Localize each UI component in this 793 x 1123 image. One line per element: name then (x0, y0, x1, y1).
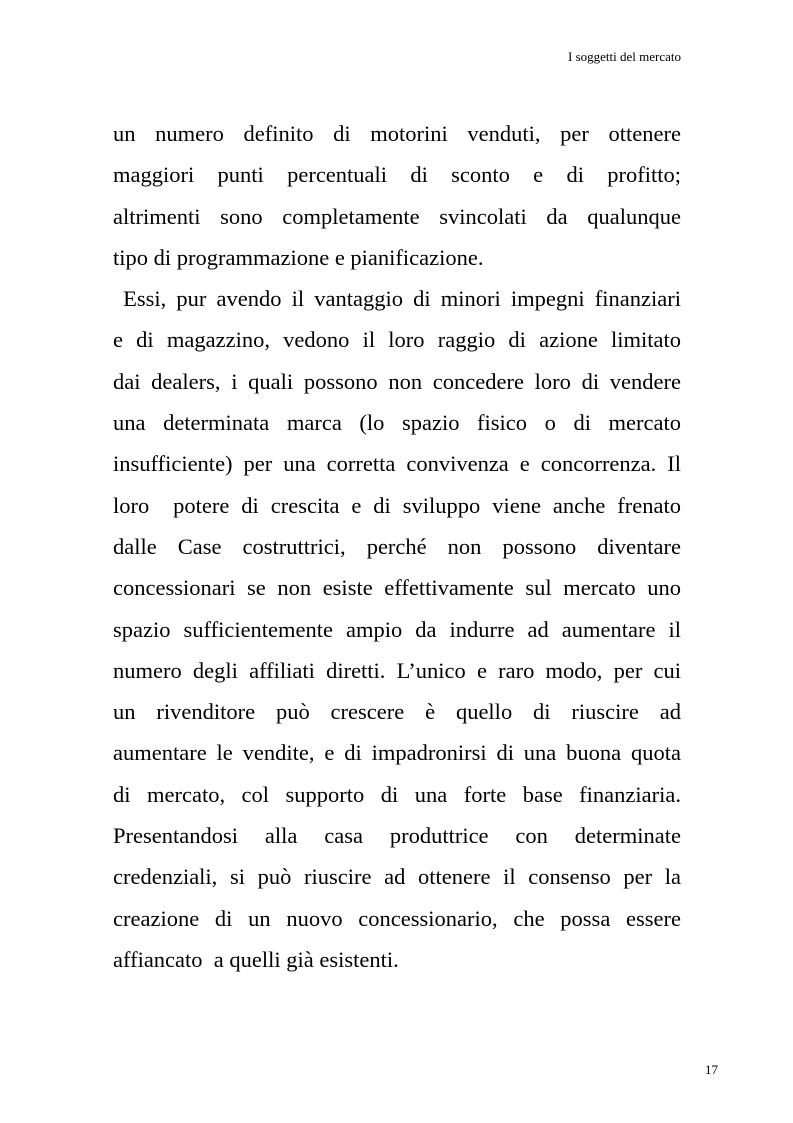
text-line: dalle Case costruttrici, perché non possono diventare (113, 533, 681, 559)
text-line: una determinata marca (lo spazio fisico o di mercato (113, 410, 681, 436)
text-line: loro potere di crescita e di sviluppo viene anche frenato (113, 492, 681, 518)
text-line: altrimenti sono completamente svincolati da qualunque (113, 203, 681, 229)
text-line: un numero definito di motorini venduti, per ottenere (113, 121, 681, 146)
text-line: numero degli affiliati diretti. L’unico e raro modo, per cui (113, 657, 681, 683)
text-line: concessionari se non esiste effettivamente sul mercato uno (113, 575, 681, 601)
body-paragraphs (113, 113, 681, 980)
text-line: spazio sufficientemente ampio da indurre ad aumentare il (113, 616, 681, 642)
text-line: tipo di programmazione e pianificazione. (113, 244, 484, 270)
text-line: Presentandosi alla casa produttrice con determinate (113, 823, 681, 849)
page-number: 17 (705, 1062, 718, 1077)
text-line: insufficiente) per una corretta convivenza e concorrenza. Il (113, 451, 681, 477)
text-line: maggiori punti percentuali di sconto e di profitto; (113, 162, 681, 188)
text-line: affiancato a quelli già esistenti. (113, 946, 399, 972)
running-header: I soggetti del mercato (568, 49, 681, 64)
text-line: creazione di un nuovo concessionario, che possa essere (113, 905, 681, 931)
text-line: un rivenditore può crescere è quello di riuscire ad (113, 699, 681, 725)
text-line: e di magazzino, vedono il loro raggio di azione limitato (113, 327, 681, 353)
text-line: aumentare le vendite, e di impadronirsi di una buona quota (113, 740, 681, 766)
text-line: Essi, pur avendo il vantaggio di minori impegni finanziari (113, 286, 681, 312)
text-line: dai dealers, i quali possono non concedere loro di vendere (113, 368, 681, 394)
text-line: di mercato, col supporto di una forte base finanziaria. (113, 781, 681, 807)
text-line: credenziali, si può riuscire ad ottenere il consenso per la (113, 864, 681, 890)
